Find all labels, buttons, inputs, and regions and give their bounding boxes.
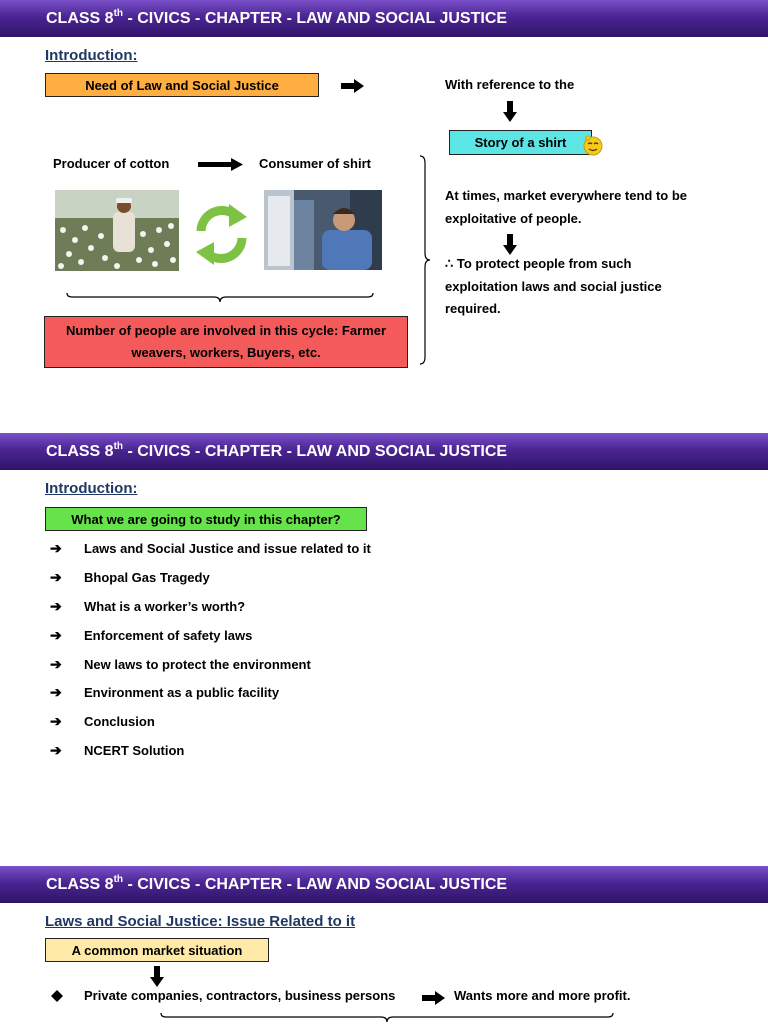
- down-arrow-icon: [150, 966, 164, 988]
- emoji-face-icon: [582, 134, 604, 156]
- slide2-header: CLASS 8th - CIVICS - CHAPTER - LAW AND SOCIAL JUSTICE: [0, 433, 768, 470]
- list-item: ➔ Enforcement of safety laws: [50, 627, 253, 643]
- need-of-law-box: Need of Law and Social Justice: [45, 73, 319, 97]
- list-item: ➔ NCERT Solution: [50, 742, 185, 758]
- slide1-header: CLASS 8th - CIVICS - CHAPTER - LAW AND SOCIAL JUSTICE: [0, 0, 768, 37]
- arrow-icon: ➔: [50, 569, 62, 585]
- arrow-icon: ➔: [50, 656, 62, 672]
- slide3-header: CLASS 8th - CIVICS - CHAPTER - LAW AND SOCIAL JUSTICE: [0, 866, 768, 903]
- arrow-icon: ➔: [50, 598, 62, 614]
- what-we-study-box: What we are going to study in this chapter?: [45, 507, 367, 531]
- list-item: ➔ Laws and Social Justice and issue related to it: [50, 540, 371, 556]
- list-item: ➔ New laws to protect the environment: [50, 656, 311, 672]
- arrow-icon: ➔: [50, 742, 62, 758]
- diamond-bullet-icon: [51, 990, 63, 1002]
- story-of-shirt-box: Story of a shirt: [449, 130, 592, 155]
- arrow-icon: ➔: [50, 540, 62, 556]
- curly-brace: [418, 155, 432, 365]
- arrow-icon: ➔: [50, 684, 62, 700]
- grouping-brace: [160, 1012, 614, 1024]
- wants-profit-text: Wants more and more profit.: [454, 988, 631, 1003]
- protect-people-text: ∴ To protect people from such exploitation laws and social justice required.: [445, 256, 662, 316]
- recycle-cycle-icon: [189, 201, 254, 268]
- slide2-intro-heading: Introduction:: [45, 480, 138, 497]
- shirt-consumer-photo: [264, 190, 382, 270]
- private-companies-text: Private companies, contractors, business persons: [84, 988, 396, 1003]
- people-involved-box: Number of people are involved in this cycle: Farmer weavers, workers, Buyers, etc.: [44, 316, 408, 368]
- arrow-icon: ➔: [50, 713, 62, 729]
- slide3-intro-heading: Laws and Social Justice: Issue Related to it: [45, 913, 356, 930]
- with-reference-text: With reference to the: [445, 77, 575, 92]
- right-arrow-icon: [341, 78, 365, 94]
- list-item: ➔ Environment as a public facility: [50, 684, 280, 700]
- market-exploitative-text: At times, market everywhere tend to be exploitative of people.: [445, 188, 688, 226]
- right-arrow-icon: [198, 157, 244, 173]
- list-item: ➔ Bhopal Gas Tragedy: [50, 569, 210, 585]
- grouping-brace: [66, 291, 374, 305]
- common-market-box: A common market situation: [45, 938, 269, 962]
- right-arrow-icon: [422, 990, 446, 1006]
- list-item: ➔ What is a worker’s worth?: [50, 598, 246, 614]
- cotton-farmer-photo: [55, 190, 179, 271]
- slide1-intro-heading: Introduction:: [45, 47, 138, 64]
- consumer-of-shirt-label: Consumer of shirt: [259, 156, 371, 171]
- arrow-icon: ➔: [50, 627, 62, 643]
- producer-of-cotton-label: Producer of cotton: [53, 156, 170, 171]
- down-arrow-icon: [503, 101, 517, 123]
- list-item: ➔ Conclusion: [50, 713, 155, 729]
